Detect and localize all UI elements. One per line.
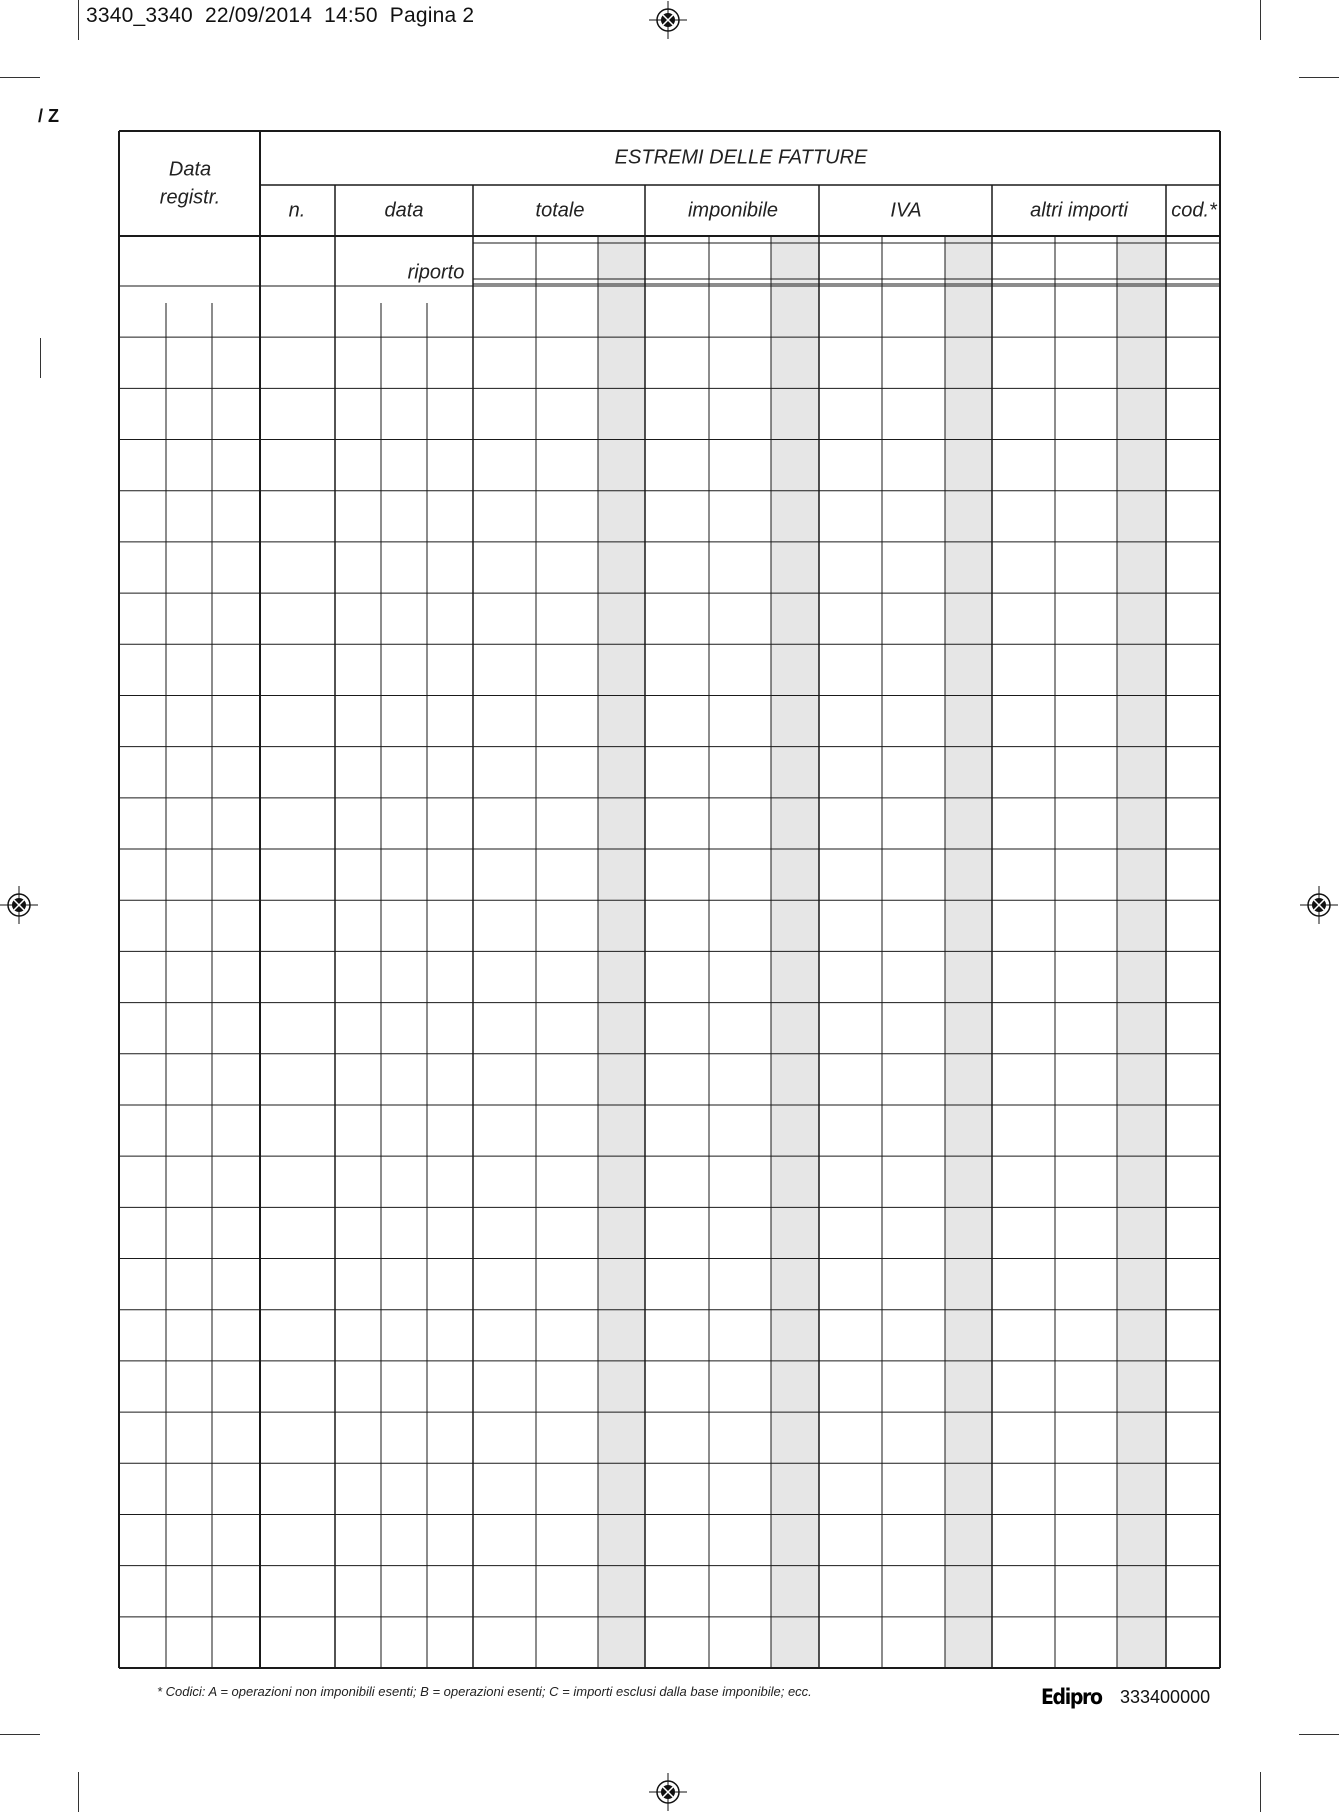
- header-col-data: data: [384, 199, 424, 222]
- corner-mark: / Z: [38, 106, 59, 126]
- shaded-column-1: [598, 236, 645, 1668]
- header-data-registr-line1: Data: [168, 158, 212, 181]
- header-col-altri-importi: altri importi: [1030, 199, 1128, 222]
- header-col-imponibile: imponibile: [687, 199, 779, 222]
- carry-over-label: riporto: [407, 261, 465, 284]
- brand-logo: Edipro: [1041, 1685, 1102, 1709]
- grid-lines: [119, 131, 1220, 1668]
- shaded-column-4: [1117, 236, 1166, 1668]
- header-col-cod: cod.*: [1171, 199, 1217, 222]
- codes-footnote: * Codici: A = operazioni non imponibili esenti; B = operazioni esenti; C = importi esclusi dalla base imponibile; ecc.: [157, 1684, 812, 1699]
- shaded-column-3: [945, 236, 992, 1668]
- header-group-title: ESTREMI DELLE FATTURE: [614, 146, 868, 169]
- product-code: 333400000: [1120, 1687, 1211, 1707]
- header-col-n: n.: [288, 199, 306, 222]
- header-col-iva: IVA: [890, 199, 922, 222]
- header-data-registr-line2: registr.: [159, 186, 221, 209]
- print-slug: 3340_3340 22/09/2014 14:50 Pagina 2: [86, 4, 475, 27]
- shaded-column-2: [771, 236, 819, 1668]
- header-col-totale: totale: [535, 199, 585, 222]
